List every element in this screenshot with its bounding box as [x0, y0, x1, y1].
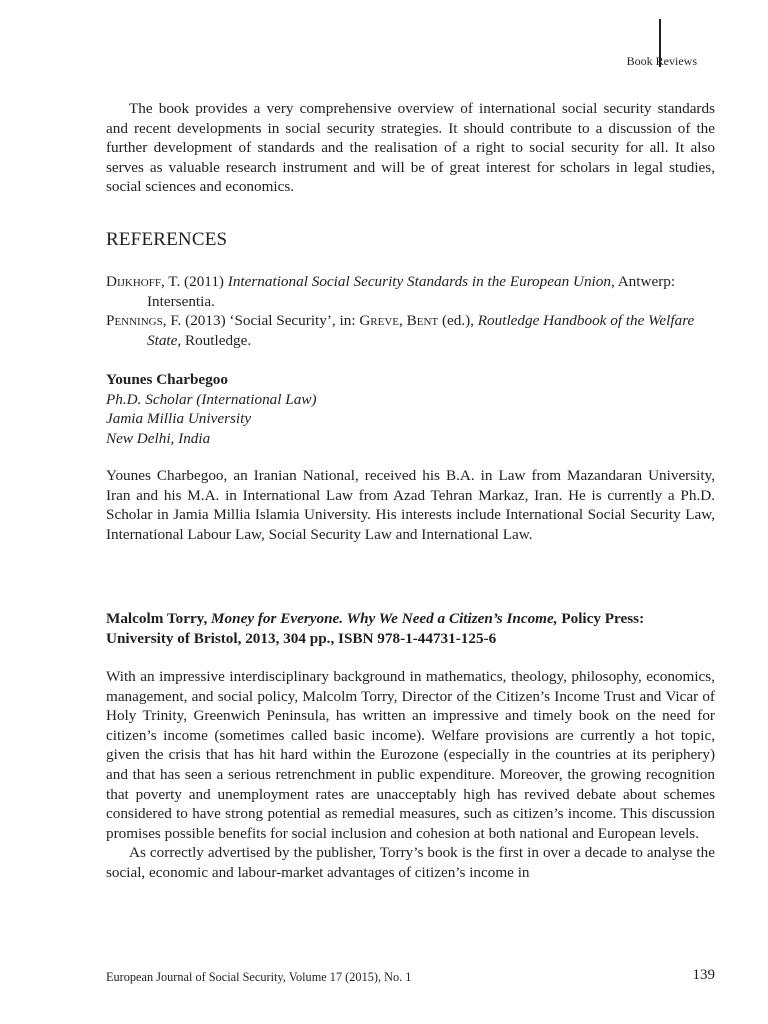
review-body — [106, 667, 715, 883]
reference-rest: , Antwerp: Intersentia. — [147, 273, 676, 310]
reference-editor-suffix: (ed.), — [438, 312, 478, 330]
reviewer-location: New Delhi, India — [106, 429, 211, 447]
review-paragraph: As correctly advertised by the publisher, Torry’s book is the first in over a decade to analyse the social, economic and labour-market advantages of citizen’s income in — [106, 844, 715, 881]
reference-item — [106, 311, 715, 350]
reviewer-bio-section — [106, 466, 715, 544]
page-body — [106, 0, 715, 1024]
reference-editor: Greve, Bent — [359, 312, 439, 330]
reference-author: Pennings, F. — [106, 312, 182, 330]
reference-title: International Social Security Standards in the European Union — [227, 273, 611, 290]
reviewer-bio: Younes Charbegoo, an Iranian National, received his B.A. in Law from Mazandaran University, Iran and his M.A. in International Law from Azad Tehran Markaz, Iran. He is currently a Ph.D. Scholar in Jamia Millia Islamia University. His interests include International Social Security Law, International Labour Law, Social Security Law and International Law. — [106, 467, 715, 543]
reference-rest: , Routledge. — [177, 331, 252, 349]
references-list — [106, 272, 715, 350]
reviewer-signature — [106, 370, 715, 448]
review-paragraph: With an impressive interdisciplinary background in mathematics, theology, philosophy, economics, management, and social policy, Malcolm Torry, Director of the Citizen’s Income Trust and Vicar of Holy Trinity, Greenwich Peninsula, has written an impressive and timely book on the need for citizen’s income (sometimes called basic income). Welfare provisions are currently a hot topic, given the crisis that has hit hard within the Eurozone (especially in the countries at its periphery) and that has seen a serious retrenchment in public expenditure. Moreover, the growing recognition that poverty and unemployment rates are unacceptably high has revived debate about schemes considered to have strong potential as remedial measures, such as citizen’s income. This discussion promises possible benefits for social inclusion and cohesion at both national and European levels. — [106, 668, 715, 842]
reference-item — [106, 272, 715, 311]
review-book-title: Money for Everyone. Why We Need a Citizen’s Income, — [211, 610, 558, 627]
reviewer-name: Younes Charbegoo — [106, 371, 228, 388]
reference-year: (2013) ‘Social Security’, in: — [181, 312, 360, 330]
reference-year: (2011) — [180, 273, 228, 290]
intro-paragraph: The book provides a very comprehensive overview of international social security standards and recent developments in social security strategies. It should contribute to a discussion of the further development of standards and the realisation of a right to social security for all. It also serves as valuable research instrument and will be of great interest for scholars in legal studies, social sciences and economics. — [106, 100, 715, 196]
running-head: Book Reviews — [626, 54, 697, 68]
references-heading: REFERENCES — [106, 229, 228, 250]
review-publication: Policy Press: University of Bristol, 2013, 304 pp., ISBN 978-1-44731-125-6 — [106, 610, 645, 647]
footer-journal: European Journal of Social Security, Volume 17 (2015), No. 1 — [106, 970, 412, 984]
intro-section — [106, 99, 715, 197]
page-number: 139 — [692, 967, 715, 983]
reviewer-position: Ph.D. Scholar (International Law) — [106, 390, 317, 408]
reference-author: Dijkhoff, T. — [106, 273, 181, 290]
review-citation — [106, 609, 715, 649]
review-book-author: Malcolm Torry, — [106, 610, 212, 627]
reviewer-institution: Jamia Millia University — [106, 410, 252, 427]
reference-title: Routledge Handbook of the Welfare State — [147, 312, 695, 349]
